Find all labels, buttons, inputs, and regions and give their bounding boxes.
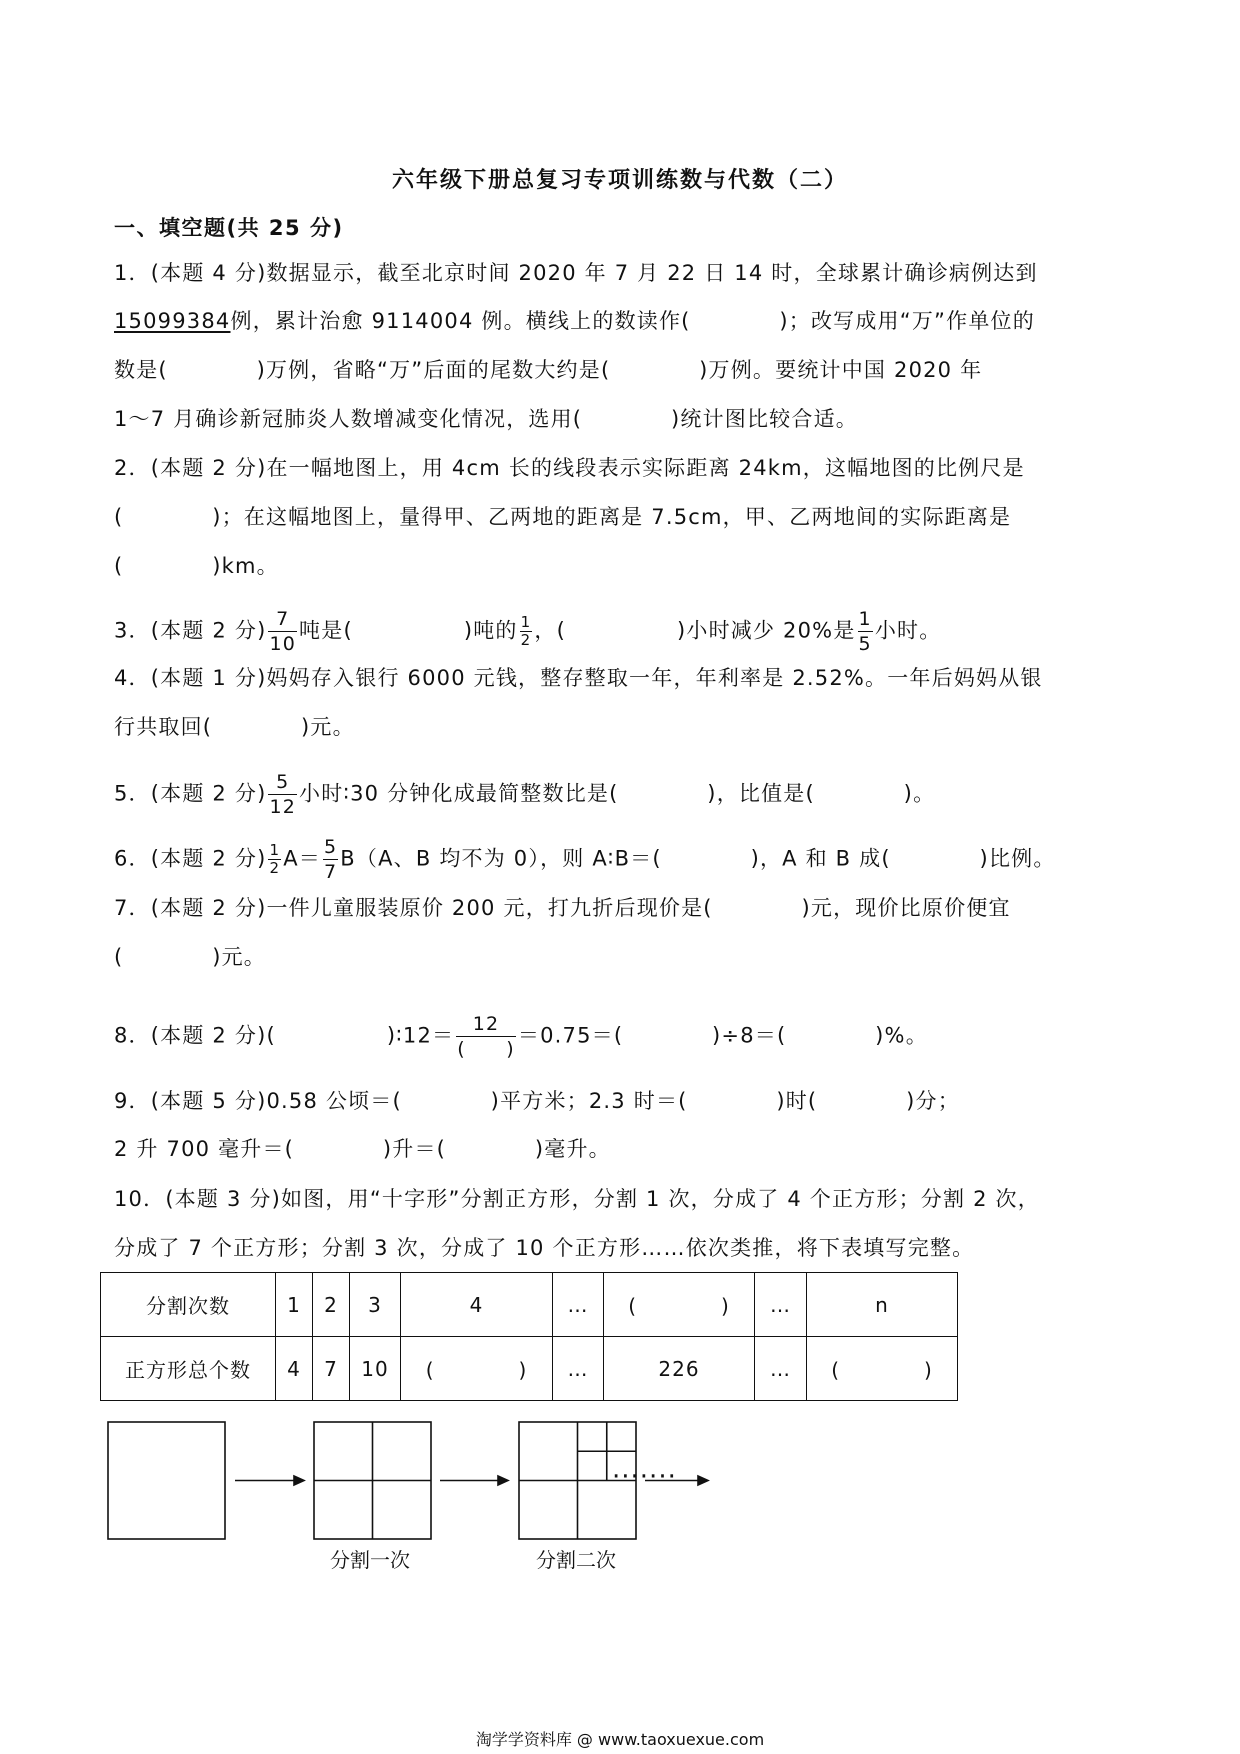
q3-line — [114, 607, 941, 656]
table-cell: … — [755, 1337, 807, 1401]
q3-fraction-1: $\frac{7}{10}$ — [269, 608, 297, 655]
table-row — [101, 1337, 958, 1401]
q8-fraction: $\frac{12}{( )}$ — [457, 1013, 515, 1060]
q6-fraction-1: $\frac{1}{2}$ — [269, 841, 281, 877]
table-cell: 3 — [350, 1273, 401, 1337]
q1-line2-text: 例，累计治愈 9114004 例。横线上的数读作( )；改写成用“万”作单位的 — [230, 309, 1035, 333]
q3-text-c: ，( )小时减少 20%是 — [534, 618, 856, 643]
q4-line2: 行共取回( )元。 — [114, 715, 355, 739]
table-cell: 4 — [401, 1273, 553, 1337]
q10-table — [100, 1272, 958, 1401]
q9-line2: 2 升 700 毫升＝( )升＝( )毫升。 — [114, 1137, 611, 1161]
q6-text-b: A＝ — [283, 846, 321, 871]
footer-watermark: 淘学学资料库 @ www.taoxuexue.com — [475, 1730, 765, 1749]
table-cell: 2 — [313, 1273, 350, 1337]
table-row — [101, 1273, 958, 1337]
table-cell: 7 — [313, 1337, 350, 1401]
q8-line — [114, 1012, 928, 1061]
q3-fraction-3: $\frac{1}{5}$ — [858, 608, 872, 655]
q5-fraction: $\frac{5}{12}$ — [269, 771, 297, 818]
q4-line1: 4．(本题 1 分)妈妈存入银行 6000 元钱，整存整取一年，年利率是 2.52%。一年后妈妈从银 — [114, 666, 1043, 690]
q2-line1: 2．(本题 2 分)在一幅地图上，用 4cm 长的线段表示实际距离 24km，这幅地图的比例尺是 — [114, 456, 1025, 480]
q5-text: 小时∶30 分钟化成最简整数比是( )，比值是( )。 — [299, 781, 936, 806]
q6-fraction-2: $\frac{5}{7}$ — [323, 836, 338, 883]
continuation-dots: ······· — [612, 1462, 677, 1492]
q3-fraction-2: $\frac{1}{2}$ — [520, 613, 532, 649]
arrow-icon — [698, 1476, 708, 1485]
caption-split-twice: 分割二次 — [536, 1548, 616, 1572]
caption-split-once: 分割一次 — [330, 1548, 410, 1572]
q10-line2: 分成了 7 个正方形；分割 3 次，分成了 10 个正方形……依次类推，将下表填写完整。 — [114, 1236, 975, 1260]
q2-line3: ( )km。 — [114, 554, 279, 578]
q3-prefix: 3．(本题 2 分) — [114, 618, 267, 643]
table-cell: 226 — [604, 1337, 755, 1401]
q2-line2: ( )；在这幅地图上，量得甲、乙两地的距离是 7.5cm，甲、乙两地间的实际距离是 — [114, 505, 1012, 529]
q6-line — [114, 835, 1056, 884]
q3-text-d: 小时。 — [874, 618, 942, 643]
q6-prefix: 6．(本题 2 分) — [114, 846, 267, 871]
q5-prefix: 5．(本题 2 分) — [114, 781, 267, 806]
table-cell: … — [755, 1273, 807, 1337]
q8-text: ＝0.75＝( )÷8＝( )%。 — [517, 1023, 928, 1048]
q1-line3: 数是( )万例，省略“万”后面的尾数大约是( )万例。要统计中国 2020 年 — [114, 358, 983, 382]
q7-line1: 7．(本题 2 分)一件儿童服装原价 200 元，打九折后现价是( )元，现价比原价便宜 — [114, 896, 1011, 920]
q1-line2 — [114, 306, 1035, 336]
table-cell: ( ) — [401, 1337, 553, 1401]
square-undivided — [108, 1422, 225, 1539]
q9-line1: 9．(本题 5 分)0.58 公顷＝( )平方米；2.3 时＝( )时( )分； — [114, 1089, 960, 1113]
table-cell: ( ) — [604, 1273, 755, 1337]
q7-line2: ( )元。 — [114, 945, 266, 969]
q10-line1: 10．(本题 3 分)如图，用“十字形”分割正方形，分割 1 次，分成了 4 个正方形；分割 2 次， — [114, 1187, 1040, 1211]
q6-text-c: B（A、B 均不为 0），则 A∶B＝( )，A 和 B 成( )比例。 — [340, 846, 1056, 871]
table-cell: ( ) — [807, 1337, 958, 1401]
q5-line — [114, 770, 935, 819]
table-cell: 1 — [276, 1273, 313, 1337]
q8-prefix: 8．(本题 2 分)( )∶12＝ — [114, 1023, 455, 1048]
q1-line1: 1．(本题 4 分)数据显示，截至北京时间 2020 年 7 月 22 日 14 时，全球累计确诊病例达到 — [114, 261, 1038, 285]
table-cell: … — [553, 1273, 604, 1337]
page-title: 六年级下册总复习专项训练数与代数（二） — [391, 168, 848, 193]
table-cell: 分割次数 — [101, 1273, 276, 1337]
section-heading: 一、填空题(共 25 分) — [114, 216, 344, 240]
table-cell: 10 — [350, 1337, 401, 1401]
arrow-icon — [498, 1476, 508, 1485]
table-cell: … — [553, 1337, 604, 1401]
table-cell: n — [807, 1273, 958, 1337]
table-cell: 4 — [276, 1337, 313, 1401]
q1-line4: 1～7 月确诊新冠肺炎人数增减变化情况，选用( )统计图比较合适。 — [114, 407, 858, 431]
arrow-icon — [294, 1476, 304, 1485]
table-cell: 正方形总个数 — [101, 1337, 276, 1401]
square-division-figure — [100, 1410, 820, 1550]
q1-underlined-number: 15099384 — [114, 309, 231, 333]
q3-text-b: 吨是( )吨的 — [299, 618, 518, 643]
